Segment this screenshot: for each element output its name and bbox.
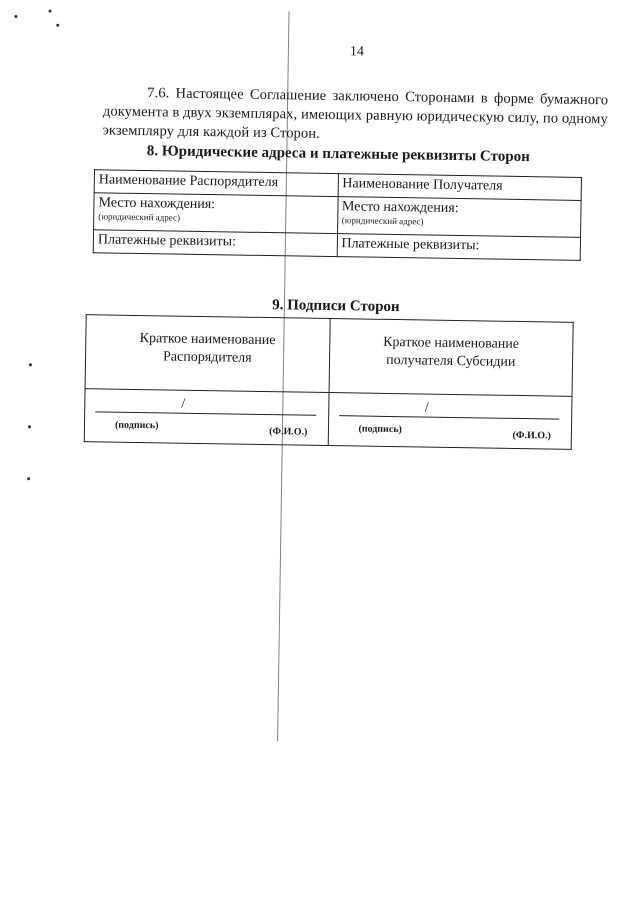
table-row: [84, 389, 572, 450]
table-row: [85, 315, 573, 397]
distributor-name-cell: Наименование Распорядителя: [94, 170, 338, 197]
requisites-table: [93, 169, 582, 261]
signature-slash: /: [424, 400, 429, 416]
recipient-name-cell: Наименование Получателя: [338, 174, 582, 201]
header-line: получателя Субсидии: [386, 352, 516, 370]
recipient-location-cell: [337, 197, 581, 238]
location-note: (юридический адрес): [98, 211, 181, 223]
scan-speck: [14, 15, 17, 18]
signature-caption: (подпись): [358, 423, 403, 436]
signature-caption: (подпись): [114, 419, 159, 432]
signature-slash: /: [181, 396, 186, 412]
header-line: Краткое наименование: [383, 334, 520, 352]
distributor-location-cell: [94, 193, 338, 234]
recipient-signature-cell: [328, 392, 572, 449]
page-number: 14: [349, 44, 365, 60]
fio-caption: (Ф.И.О.): [269, 426, 308, 438]
recipient-payment-cell: Платежные реквизиты:: [337, 234, 581, 261]
scan-speck: [29, 363, 32, 366]
scan-speck: [27, 477, 30, 480]
signature-line[interactable]: [339, 415, 559, 419]
paragraph-7-6: 7.6. Настоящее Соглашение заключено Сторонами в форме бумажного документа в двух экземплярах, имеющих равную юридическую силу, по одному экземпляру для каждой из Сторон.: [102, 84, 609, 142]
section-8-heading: 8. Юридические адреса и платежные реквизиты Сторон: [146, 143, 530, 166]
scan-speck: [48, 10, 51, 13]
fio-caption: (Ф.И.О.): [512, 429, 551, 442]
distributor-header-cell: [85, 315, 330, 393]
location-label: Место нахождения:: [341, 199, 459, 217]
signature-line[interactable]: [95, 411, 315, 415]
distributor-payment-cell: Платежные реквизиты:: [93, 230, 337, 257]
distributor-signature-cell: [84, 389, 328, 446]
location-note: (юридический адрес): [341, 215, 424, 227]
recipient-header-cell: [329, 318, 574, 396]
header-line: Краткое наименование: [139, 331, 276, 349]
section-9-heading: 9. Подписи Сторон: [272, 297, 400, 316]
scan-speck: [56, 24, 59, 27]
location-label: Место нахождения:: [98, 195, 216, 213]
header-line: Распорядителя: [162, 349, 252, 366]
signatures-table: [84, 314, 574, 450]
scan-speck: [28, 425, 31, 428]
